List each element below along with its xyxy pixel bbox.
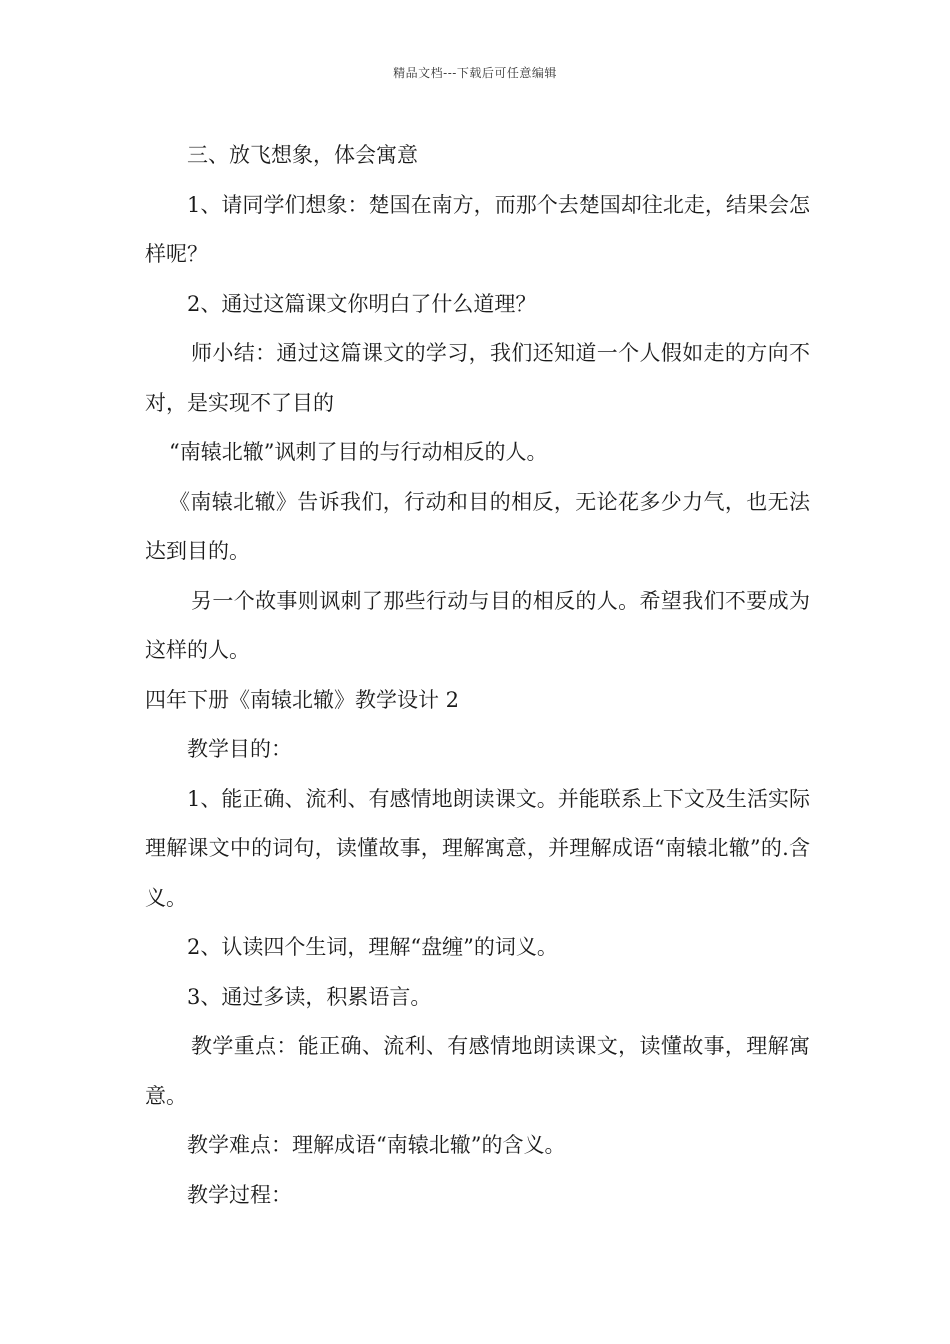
paragraph: 1、能正确、流利、有感情地朗读课文。并能联系上下文及生活实际理解课文中的词句，读懂故事，理解寓意，并理解成语“南辕北辙”的.含义。 [145,786,810,910]
paragraph: 3、通过多读，积累语言。 [187,984,432,1009]
paragraph: 教学过程： [187,1182,292,1207]
page-header: 精品文档---下载后可任意编辑 [393,66,557,80]
paragraph: 《南辕北辙》告诉我们，行动和目的相反，无论花多少力气，也无法达到目的。 [145,489,810,563]
section-heading: 三、放飞想象，体会寓意 [187,143,418,167]
paragraph: 2、认读四个生词，理解“盘缠”的词义。 [187,935,558,959]
paragraph: 教学难点：理解成语“南辕北辙”的含义。 [187,1133,566,1157]
section-title: 四年下册《南辕北辙》教学设计 2 [145,687,460,712]
paragraph: 1、请同学们想象：楚国在南方，而那个去楚国却往北走，结果会怎样呢？ [145,192,810,266]
paragraph: 2、通过这篇课文你明白了什么道理？ [187,291,537,316]
paragraph: “南辕北辙”讽刺了目的与行动相反的人。 [169,440,548,464]
paragraph: 教学目的： [187,737,292,761]
document-body [145,131,810,1220]
paragraph: 另一个故事则讽刺了那些行动与目的相反的人。希望我们不要成为这样的人。 [145,588,810,662]
paragraph: 师小结：通过这篇课文的学习，我们还知道一个人假如走的方向不对，是实现不了目的 [145,341,810,415]
paragraph: 教学重点：能正确、流利、有感情地朗读课文，读懂故事，理解寓意。 [145,1034,810,1108]
